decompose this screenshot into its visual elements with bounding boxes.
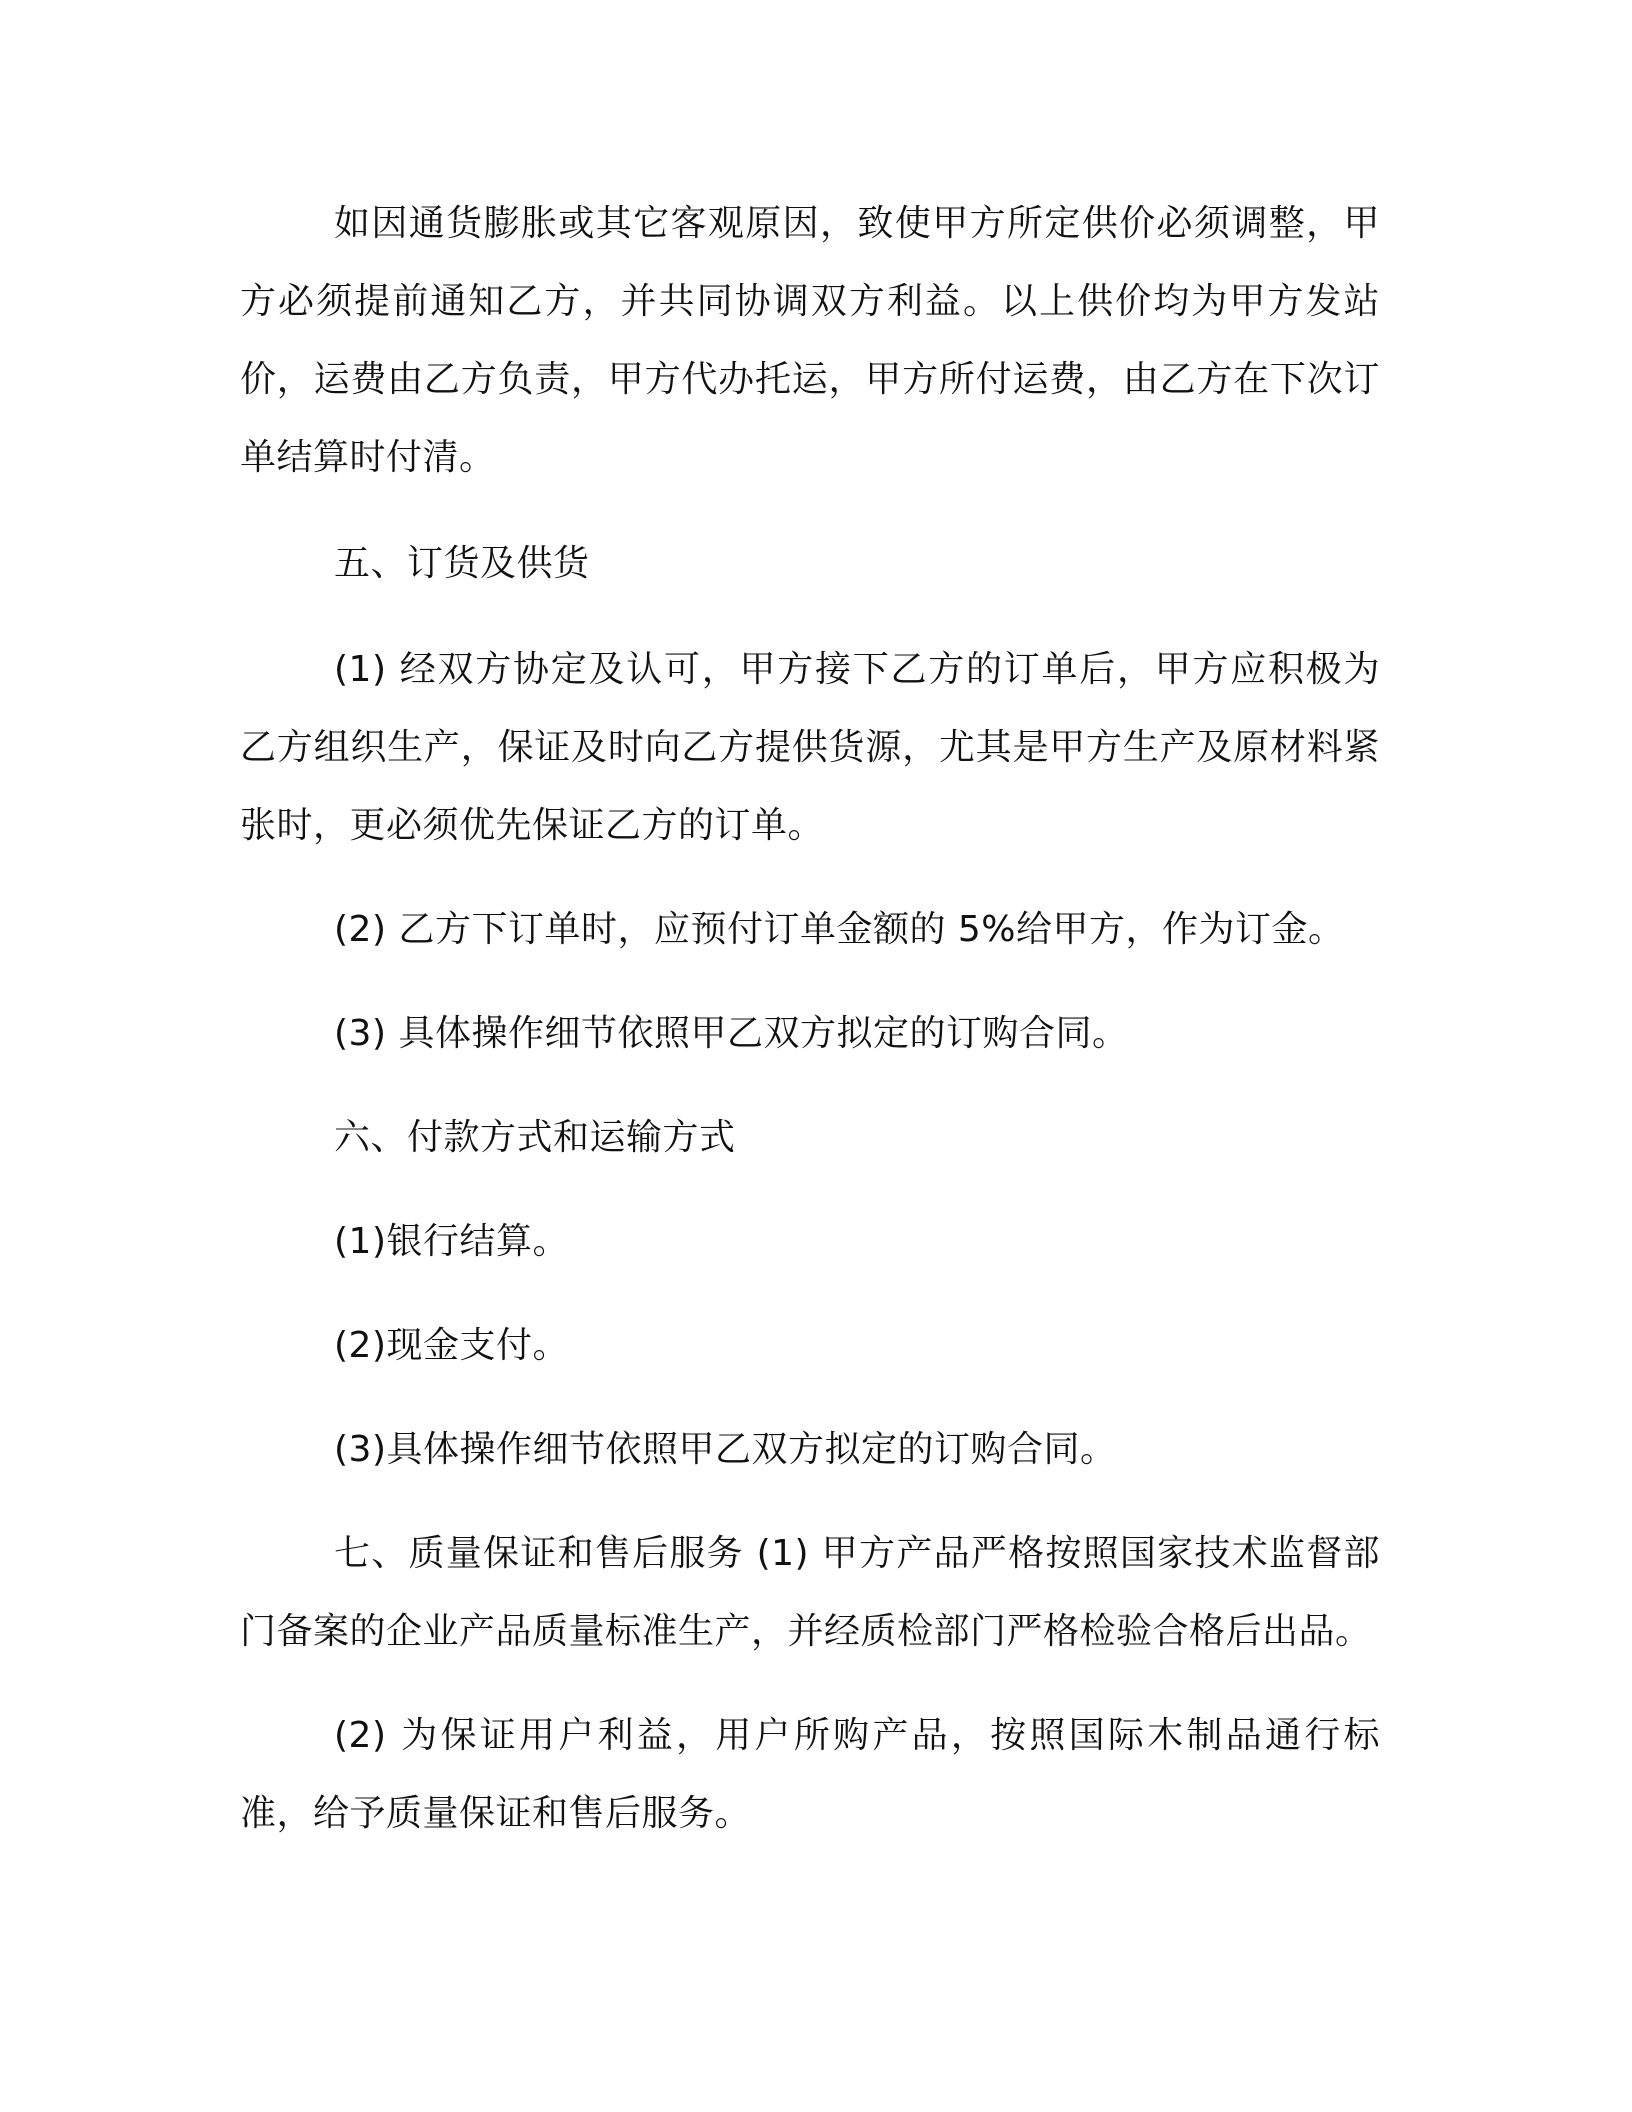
section-heading-ordering-supply: 五、订货及供货 (334, 543, 590, 584)
paragraph-price-adjustment: 如因通货膨胀或其它客观原因，致使甲方所定供价必须调整，甲方必须提前通知乙方，并共同协调双方利益。以上供价均为甲方发站价，运费由乙方负责，甲方代办托运，甲方所付运费，由乙方在下次订单结算时付清。 (240, 203, 1380, 478)
document-page (240, 185, 1380, 1853)
paragraph-payment-3: (3)具体操作细节依照甲乙双方拟定的订购合同。 (334, 1429, 1117, 1470)
paragraph-quality-2: (2) 为保证用户利益，用户所购产品，按照国际木制品通行标准，给予质量保证和售后服务。 (240, 1715, 1380, 1834)
paragraph-payment-1: (1)银行结算。 (334, 1221, 569, 1262)
paragraph-ordering-1: (1) 经双方协定及认可，甲方接下乙方的订单后，甲方应积极为乙方组织生产，保证及时向乙方提供货源，尤其是甲方生产及原材料紧张时，更必须优先保证乙方的订单。 (240, 649, 1380, 846)
paragraph-ordering-2: (2) 乙方下订单时，应预付订单金额的 5%给甲方，作为订金。 (334, 909, 1345, 950)
paragraph-ordering-3: (3) 具体操作细节依照甲乙双方拟定的订购合同。 (334, 1013, 1129, 1054)
section-heading-quality-service: 七、质量保证和售后服务 (1) 甲方产品严格按照国家技术监督部门备案的企业产品质量标准生产，并经质检部门严格检验合格后出品。 (240, 1533, 1380, 1652)
paragraph-payment-2: (2)现金支付。 (334, 1325, 569, 1366)
section-heading-payment-transport: 六、付款方式和运输方式 (334, 1117, 736, 1158)
